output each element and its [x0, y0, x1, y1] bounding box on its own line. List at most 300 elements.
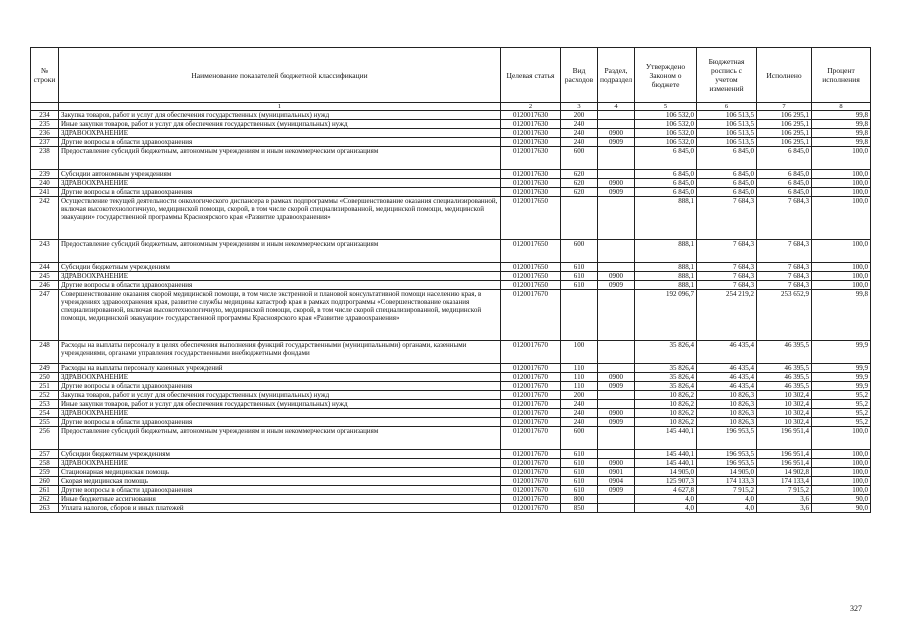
cell-budget-schedule: 10 826,3: [697, 418, 757, 427]
cell-target-article: 0120017670: [501, 486, 561, 495]
cell-approved: 106 532,0: [635, 120, 697, 129]
cell-executed: 174 133,4: [757, 477, 812, 486]
cell-expense-kind: 610: [561, 281, 598, 290]
cell-budget-schedule: 46 435,4: [697, 364, 757, 373]
cell-executed: 10 302,4: [757, 418, 812, 427]
cell-expense-kind: [561, 197, 598, 240]
cell-percent: 99,9: [812, 341, 871, 364]
cell-row-number: 239: [31, 170, 59, 179]
cell-row-number: 256: [31, 427, 59, 450]
table-row: [31, 272, 871, 281]
cell-executed: 253 652,9: [757, 290, 812, 341]
cell-expense-kind: 600: [561, 240, 598, 263]
cell-expense-kind: 610: [561, 486, 598, 495]
cell-indicator-name: ЗДРАВООХРАНЕНИЕ: [59, 179, 501, 188]
cell-row-number: 241: [31, 188, 59, 197]
table-row: [31, 263, 871, 272]
cell-indicator-name: Осуществление текущей деятельности онкологического диспансера в рамках подпрограммы «Совершенствование оказания специализированной, включая высокотехнологичную, медицинской помощи, скорой, в том числе скорой специализированной, медицинской помощи, медицинской эвакуации» государственной программы Красноярского края «Развитие здравоохранения»: [59, 197, 501, 240]
budget-table: [30, 47, 871, 513]
cell-executed: 7 684,3: [757, 240, 812, 263]
table-row: [31, 495, 871, 504]
cell-target-article: 0120017650: [501, 281, 561, 290]
cell-target-article: 0120017670: [501, 495, 561, 504]
cell-percent: 95,2: [812, 418, 871, 427]
cell-executed: 3,6: [757, 495, 812, 504]
cell-indicator-name: Иные закупки товаров, работ и услуг для обеспечения государственных (муниципальных) нужд: [59, 120, 501, 129]
cell-target-article: 0120017670: [501, 418, 561, 427]
cell-section: [598, 263, 635, 272]
cell-budget-schedule: 106 513,5: [697, 138, 757, 147]
cell-approved: 106 532,0: [635, 111, 697, 120]
cell-budget-schedule: 10 826,3: [697, 400, 757, 409]
table-row: [31, 197, 871, 240]
cell-section: 0900: [598, 409, 635, 418]
cell-row-number: 255: [31, 418, 59, 427]
cell-approved: 10 826,2: [635, 409, 697, 418]
cell-indicator-name: ЗДРАВООХРАНЕНИЕ: [59, 272, 501, 281]
cell-budget-schedule: 106 513,5: [697, 120, 757, 129]
cell-expense-kind: 240: [561, 400, 598, 409]
cell-approved: 888,1: [635, 272, 697, 281]
cell-target-article: 0120017630: [501, 138, 561, 147]
cell-executed: 6 845,0: [757, 188, 812, 197]
cell-percent: 99,8: [812, 290, 871, 341]
cell-approved: 4 627,8: [635, 486, 697, 495]
cell-target-article: 0120017630: [501, 147, 561, 170]
cell-row-number: 242: [31, 197, 59, 240]
cell-executed: 106 295,1: [757, 111, 812, 120]
cell-executed: 106 295,1: [757, 138, 812, 147]
cell-indicator-name: Закупка товаров, работ и услуг для обеспечения государственных (муниципальных) нужд: [59, 111, 501, 120]
cell-indicator-name: ЗДРАВООХРАНЕНИЕ: [59, 459, 501, 468]
cell-section: [598, 170, 635, 179]
table-row: [31, 188, 871, 197]
cell-row-number: 260: [31, 477, 59, 486]
cell-expense-kind: 200: [561, 111, 598, 120]
cell-percent: 100,0: [812, 240, 871, 263]
cell-row-number: 245: [31, 272, 59, 281]
cell-section: 0904: [598, 477, 635, 486]
cell-target-article: 0120017670: [501, 477, 561, 486]
column-number: 2: [501, 103, 561, 111]
table-row: [31, 290, 871, 341]
header-executed: Исполнено: [757, 48, 812, 103]
cell-row-number: 250: [31, 373, 59, 382]
cell-executed: 106 295,1: [757, 129, 812, 138]
cell-percent: 95,2: [812, 409, 871, 418]
cell-percent: 99,9: [812, 382, 871, 391]
cell-percent: 99,8: [812, 111, 871, 120]
cell-percent: 99,8: [812, 138, 871, 147]
cell-section: 0900: [598, 373, 635, 382]
cell-expense-kind: 110: [561, 382, 598, 391]
cell-row-number: 234: [31, 111, 59, 120]
cell-expense-kind: 600: [561, 427, 598, 450]
table-row: [31, 468, 871, 477]
cell-target-article: 0120017670: [501, 364, 561, 373]
cell-percent: 99,9: [812, 364, 871, 373]
cell-budget-schedule: 106 513,5: [697, 129, 757, 138]
cell-row-number: 262: [31, 495, 59, 504]
cell-indicator-name: Другие вопросы в области здравоохранения: [59, 382, 501, 391]
cell-percent: 99,8: [812, 129, 871, 138]
table-header: [31, 48, 871, 111]
cell-indicator-name: Субсидии бюджетным учреждениям: [59, 450, 501, 459]
cell-section: [598, 147, 635, 170]
cell-row-number: 254: [31, 409, 59, 418]
cell-expense-kind: 610: [561, 468, 598, 477]
cell-budget-schedule: 7 684,3: [697, 240, 757, 263]
cell-percent: 90,0: [812, 495, 871, 504]
table-row: [31, 179, 871, 188]
cell-expense-kind: 240: [561, 409, 598, 418]
table-row: [31, 373, 871, 382]
cell-section: 0909: [598, 382, 635, 391]
cell-approved: 888,1: [635, 281, 697, 290]
cell-approved: 35 826,4: [635, 373, 697, 382]
cell-target-article: 0120017670: [501, 468, 561, 477]
table-row: [31, 427, 871, 450]
cell-executed: 7 684,3: [757, 281, 812, 290]
cell-budget-schedule: 10 826,3: [697, 409, 757, 418]
cell-budget-schedule: 6 845,0: [697, 147, 757, 170]
header-budget-schedule: Бюджетная роспись с учетом изменений: [697, 48, 757, 103]
cell-executed: 3,6: [757, 504, 812, 513]
cell-indicator-name: Другие вопросы в области здравоохранения: [59, 281, 501, 290]
cell-percent: 100,0: [812, 477, 871, 486]
cell-expense-kind: 110: [561, 364, 598, 373]
cell-indicator-name: Другие вопросы в области здравоохранения: [59, 486, 501, 495]
cell-expense-kind: 800: [561, 495, 598, 504]
cell-row-number: 252: [31, 391, 59, 400]
cell-expense-kind: 610: [561, 272, 598, 281]
cell-budget-schedule: 7 915,2: [697, 486, 757, 495]
cell-percent: 95,2: [812, 391, 871, 400]
cell-expense-kind: 600: [561, 147, 598, 170]
table-row: [31, 409, 871, 418]
cell-section: [598, 111, 635, 120]
budget-table-sheet: [30, 47, 870, 513]
cell-section: [598, 197, 635, 240]
cell-indicator-name: Предоставление субсидий бюджетным, автономным учреждениям и иным некоммерческим организациям: [59, 147, 501, 170]
cell-approved: 106 532,0: [635, 138, 697, 147]
cell-target-article: 0120017670: [501, 459, 561, 468]
cell-row-number: 251: [31, 382, 59, 391]
table-row: [31, 111, 871, 120]
cell-approved: 10 826,2: [635, 418, 697, 427]
cell-indicator-name: Предоставление субсидий бюджетным, автономным учреждениям и иным некоммерческим организациям: [59, 240, 501, 263]
cell-percent: 99,9: [812, 373, 871, 382]
cell-executed: 7 684,3: [757, 263, 812, 272]
cell-approved: 35 826,4: [635, 364, 697, 373]
cell-executed: 7 915,2: [757, 486, 812, 495]
cell-approved: 6 845,0: [635, 179, 697, 188]
cell-executed: 14 902,8: [757, 468, 812, 477]
cell-section: 0909: [598, 281, 635, 290]
table-row: [31, 341, 871, 364]
cell-indicator-name: Стационарная медицинская помощь: [59, 468, 501, 477]
cell-percent: 100,0: [812, 459, 871, 468]
cell-target-article: 0120017650: [501, 240, 561, 263]
cell-indicator-name: Другие вопросы в области здравоохранения: [59, 418, 501, 427]
cell-budget-schedule: 6 845,0: [697, 170, 757, 179]
cell-budget-schedule: 46 435,4: [697, 341, 757, 364]
cell-executed: 6 845,0: [757, 147, 812, 170]
cell-row-number: 263: [31, 504, 59, 513]
table-row: [31, 459, 871, 468]
table-body: [31, 111, 871, 513]
cell-percent: 100,0: [812, 281, 871, 290]
cell-approved: 192 096,7: [635, 290, 697, 341]
header-indicator-name: Наименование показателей бюджетной классификации: [59, 48, 501, 103]
cell-executed: 10 302,4: [757, 409, 812, 418]
cell-expense-kind: 100: [561, 341, 598, 364]
cell-section: [598, 391, 635, 400]
cell-approved: 888,1: [635, 197, 697, 240]
cell-target-article: 0120017670: [501, 373, 561, 382]
cell-target-article: 0120017670: [501, 427, 561, 450]
cell-indicator-name: Другие вопросы в области здравоохранения: [59, 138, 501, 147]
cell-percent: 99,8: [812, 120, 871, 129]
cell-percent: 100,0: [812, 468, 871, 477]
table-row: [31, 120, 871, 129]
cell-expense-kind: 620: [561, 179, 598, 188]
column-number: 7: [757, 103, 812, 111]
column-number: 4: [598, 103, 635, 111]
table-row: [31, 170, 871, 179]
table-row: [31, 138, 871, 147]
cell-row-number: 238: [31, 147, 59, 170]
header-row-number: № строки: [31, 48, 59, 103]
cell-section: 0909: [598, 418, 635, 427]
cell-percent: 95,2: [812, 400, 871, 409]
cell-row-number: 249: [31, 364, 59, 373]
cell-section: 0900: [598, 129, 635, 138]
cell-section: [598, 427, 635, 450]
cell-budget-schedule: 174 133,3: [697, 477, 757, 486]
cell-percent: 100,0: [812, 170, 871, 179]
cell-budget-schedule: 7 684,3: [697, 263, 757, 272]
cell-approved: 35 826,4: [635, 341, 697, 364]
table-row: [31, 400, 871, 409]
cell-expense-kind: 240: [561, 138, 598, 147]
cell-section: [598, 495, 635, 504]
header-percent: Процент исполнения: [812, 48, 871, 103]
cell-approved: 125 907,3: [635, 477, 697, 486]
cell-approved: 6 845,0: [635, 170, 697, 179]
cell-section: 0909: [598, 188, 635, 197]
cell-percent: 100,0: [812, 272, 871, 281]
cell-percent: 100,0: [812, 263, 871, 272]
cell-executed: 196 951,4: [757, 459, 812, 468]
cell-indicator-name: Другие вопросы в области здравоохранения: [59, 188, 501, 197]
cell-section: 0901: [598, 468, 635, 477]
cell-executed: 196 951,4: [757, 427, 812, 450]
cell-target-article: 0120017630: [501, 170, 561, 179]
cell-target-article: 0120017670: [501, 382, 561, 391]
cell-target-article: 0120017670: [501, 409, 561, 418]
cell-executed: 7 684,3: [757, 197, 812, 240]
cell-expense-kind: 610: [561, 459, 598, 468]
cell-target-article: 0120017650: [501, 272, 561, 281]
cell-approved: 145 440,1: [635, 450, 697, 459]
cell-section: [598, 364, 635, 373]
cell-section: [598, 450, 635, 459]
cell-expense-kind: 610: [561, 263, 598, 272]
cell-executed: 46 395,5: [757, 364, 812, 373]
cell-executed: 46 395,5: [757, 382, 812, 391]
cell-expense-kind: 620: [561, 188, 598, 197]
cell-row-number: 244: [31, 263, 59, 272]
cell-approved: 14 905,0: [635, 468, 697, 477]
column-numbers-row: [31, 103, 871, 111]
cell-row-number: 236: [31, 129, 59, 138]
cell-expense-kind: 850: [561, 504, 598, 513]
cell-approved: 888,1: [635, 263, 697, 272]
column-number: 1: [59, 103, 501, 111]
cell-section: 0909: [598, 138, 635, 147]
cell-percent: 100,0: [812, 188, 871, 197]
cell-expense-kind: 610: [561, 477, 598, 486]
cell-indicator-name: Иные закупки товаров, работ и услуг для обеспечения государственных (муниципальных) нужд: [59, 400, 501, 409]
cell-budget-schedule: 46 435,4: [697, 382, 757, 391]
table-row: [31, 382, 871, 391]
cell-section: [598, 290, 635, 341]
cell-approved: 10 826,2: [635, 391, 697, 400]
cell-indicator-name: ЗДРАВООХРАНЕНИЕ: [59, 409, 501, 418]
header-section: Раздел, подраздел: [598, 48, 635, 103]
cell-approved: 6 845,0: [635, 147, 697, 170]
cell-indicator-name: Иные бюджетные ассигнования: [59, 495, 501, 504]
cell-expense-kind: 620: [561, 170, 598, 179]
cell-budget-schedule: 7 684,3: [697, 272, 757, 281]
cell-indicator-name: Субсидии автономным учреждениям: [59, 170, 501, 179]
cell-row-number: 237: [31, 138, 59, 147]
cell-section: [598, 240, 635, 263]
cell-approved: 4,0: [635, 504, 697, 513]
cell-budget-schedule: 6 845,0: [697, 188, 757, 197]
cell-executed: 6 845,0: [757, 179, 812, 188]
cell-percent: 100,0: [812, 147, 871, 170]
cell-target-article: 0120017670: [501, 450, 561, 459]
cell-section: 0900: [598, 459, 635, 468]
cell-expense-kind: 610: [561, 450, 598, 459]
cell-approved: 4,0: [635, 495, 697, 504]
cell-indicator-name: Предоставление субсидий бюджетным, автономным учреждениям и иным некоммерческим организациям: [59, 427, 501, 450]
header-expense-kind: Вид расходов: [561, 48, 598, 103]
cell-indicator-name: Субсидии бюджетным учреждениям: [59, 263, 501, 272]
table-row: [31, 129, 871, 138]
cell-percent: 90,0: [812, 504, 871, 513]
cell-row-number: 246: [31, 281, 59, 290]
cell-indicator-name: ЗДРАВООХРАНЕНИЕ: [59, 373, 501, 382]
column-number: 8: [812, 103, 871, 111]
cell-budget-schedule: 6 845,0: [697, 179, 757, 188]
cell-target-article: 0120017650: [501, 263, 561, 272]
cell-budget-schedule: 196 953,5: [697, 450, 757, 459]
cell-indicator-name: Расходы на выплаты персоналу в целях обеспечения выполнения функций государственными (муниципальными) органами, казенными учреждениями, органами управления государственными внебюджетными фондами: [59, 341, 501, 364]
cell-target-article: 0120017650: [501, 197, 561, 240]
table-row: [31, 281, 871, 290]
cell-row-number: 243: [31, 240, 59, 263]
cell-percent: 100,0: [812, 427, 871, 450]
cell-executed: 10 302,4: [757, 391, 812, 400]
cell-executed: 46 395,5: [757, 373, 812, 382]
cell-percent: 100,0: [812, 450, 871, 459]
cell-executed: 10 302,4: [757, 400, 812, 409]
cell-executed: 196 951,4: [757, 450, 812, 459]
table-row: [31, 240, 871, 263]
cell-budget-schedule: 106 513,5: [697, 111, 757, 120]
cell-budget-schedule: 4,0: [697, 504, 757, 513]
header-approved: Утверждено Законом о бюджете: [635, 48, 697, 103]
cell-section: [598, 504, 635, 513]
table-row: [31, 147, 871, 170]
cell-budget-schedule: 4,0: [697, 495, 757, 504]
cell-budget-schedule: 7 684,3: [697, 281, 757, 290]
cell-target-article: 0120017630: [501, 120, 561, 129]
cell-row-number: 261: [31, 486, 59, 495]
cell-row-number: 257: [31, 450, 59, 459]
table-row: [31, 364, 871, 373]
cell-section: 0909: [598, 486, 635, 495]
cell-section: 0900: [598, 272, 635, 281]
cell-indicator-name: Скорая медицинская помощь: [59, 477, 501, 486]
cell-row-number: 235: [31, 120, 59, 129]
cell-indicator-name: Расходы на выплаты персоналу казенных учреждений: [59, 364, 501, 373]
cell-row-number: 248: [31, 341, 59, 364]
cell-section: [598, 400, 635, 409]
cell-target-article: 0120017670: [501, 341, 561, 364]
cell-approved: 6 845,0: [635, 188, 697, 197]
cell-budget-schedule: 14 905,0: [697, 468, 757, 477]
cell-indicator-name: Совершенствование оказания скорой медицинской помощи, в том числе экстренной и плановой консультативной помощи населению края, в учреждениях здравоохранения края, развитие службы медицины катастроф края в рамках подпрограммы «Совершенствование оказания специализированной, включая высокотехнологичную, медицинской помощи, скорой, в том числе скорой специализированной, медицинской помощи, медицинской эвакуации» государственной программы Красноярского края «Развитие здравоохранения»: [59, 290, 501, 341]
table-row: [31, 391, 871, 400]
cell-percent: 100,0: [812, 486, 871, 495]
table-row: [31, 477, 871, 486]
cell-budget-schedule: 254 219,2: [697, 290, 757, 341]
table-row: [31, 450, 871, 459]
cell-indicator-name: ЗДРАВООХРАНЕНИЕ: [59, 129, 501, 138]
cell-expense-kind: 240: [561, 120, 598, 129]
cell-row-number: 259: [31, 468, 59, 477]
cell-row-number: 258: [31, 459, 59, 468]
cell-expense-kind: 240: [561, 129, 598, 138]
column-number: 6: [697, 103, 757, 111]
cell-budget-schedule: 46 435,4: [697, 373, 757, 382]
cell-indicator-name: Уплата налогов, сборов и иных платежей: [59, 504, 501, 513]
cell-section: [598, 341, 635, 364]
cell-expense-kind: 110: [561, 373, 598, 382]
page-number: 327: [850, 604, 862, 613]
cell-budget-schedule: 196 953,5: [697, 459, 757, 468]
table-row: [31, 486, 871, 495]
cell-target-article: 0120017670: [501, 400, 561, 409]
header-target-article: Целевая статья: [501, 48, 561, 103]
cell-target-article: 0120017630: [501, 129, 561, 138]
cell-indicator-name: Закупка товаров, работ и услуг для обеспечения государственных (муниципальных) нужд: [59, 391, 501, 400]
cell-row-number: 240: [31, 179, 59, 188]
cell-target-article: 0120017670: [501, 290, 561, 341]
cell-target-article: 0120017670: [501, 391, 561, 400]
cell-approved: 145 440,1: [635, 427, 697, 450]
cell-target-article: 0120017630: [501, 179, 561, 188]
cell-executed: 7 684,3: [757, 272, 812, 281]
column-number: [31, 103, 59, 111]
cell-row-number: 253: [31, 400, 59, 409]
cell-target-article: 0120017670: [501, 504, 561, 513]
cell-expense-kind: 240: [561, 418, 598, 427]
